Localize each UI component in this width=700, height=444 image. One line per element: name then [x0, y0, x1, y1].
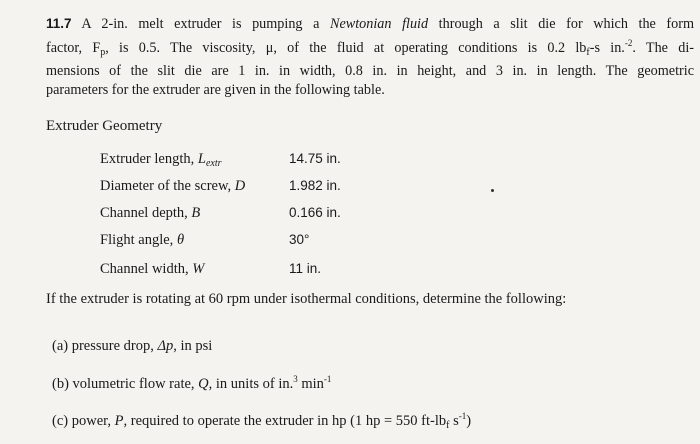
row-label: [100, 205, 300, 222]
problem-line-3: mensions of the slit die are 1 in. in width, 0.8 in. in height, and 3 in. in length. The geometric: [46, 63, 694, 79]
row-label: [100, 178, 300, 195]
row-label: [100, 261, 300, 278]
question-a: [52, 338, 212, 355]
row-value: 30°: [289, 232, 310, 247]
problem-line-2: [46, 34, 694, 62]
emphasis-text: Newtonian fluid: [330, 16, 429, 32]
row-label: [100, 151, 300, 169]
label-text: Flight angle,: [100, 232, 177, 248]
symbol: θ: [176, 232, 185, 248]
symbol: W: [192, 261, 205, 277]
text-run: ): [466, 413, 472, 429]
symbol: Δp: [157, 338, 174, 354]
text-run: , is 0.5. The viscosity, μ, of the fluid at operating conditions is 0.2 lb: [105, 40, 587, 56]
text-run: . The di-: [632, 40, 695, 56]
label-text: Extruder length,: [100, 151, 198, 167]
symbol: P: [114, 413, 124, 429]
question-c: [52, 411, 471, 431]
text-run: factor, F: [46, 40, 101, 56]
row-value: 0.166 in.: [289, 205, 341, 220]
superscript: 3: [293, 374, 298, 384]
label-text: Diameter of the screw,: [100, 178, 235, 194]
problem-number: 11.7: [46, 16, 72, 31]
label-text: Channel width,: [100, 261, 193, 277]
symbol: D: [234, 178, 246, 194]
row-label: [100, 232, 300, 249]
text-run: s: [449, 413, 459, 429]
row-value: 14.75 in.: [289, 151, 341, 166]
text-run: A 2-in. melt extruder is pumping a: [81, 16, 330, 32]
label-text: Channel depth,: [100, 205, 192, 221]
symbol: L: [197, 151, 206, 167]
subscript: p: [100, 47, 106, 58]
text-run: (a) pressure drop,: [52, 338, 158, 354]
problem-line-1: [46, 14, 694, 34]
text-run: (b) volumetric flow rate,: [52, 376, 199, 392]
subscript: f: [586, 47, 590, 58]
text-run: (c) power,: [52, 413, 115, 429]
row-value: 1.982 in.: [289, 178, 341, 193]
row-value: 11 in.: [289, 261, 322, 276]
question-b: [52, 374, 331, 393]
text-run: , required to operate the extruder in hp (1 hp = 550 ft-lb: [123, 413, 447, 429]
subscript: extr: [205, 158, 222, 169]
instruction-text: If the extruder is rotating at 60 rpm under isothermal conditions, determine the following:: [46, 291, 567, 307]
section-heading: Extruder Geometry: [46, 118, 163, 134]
text-run: , in units of in.: [208, 376, 294, 392]
text-run: -s in.: [589, 40, 625, 56]
text-run: through a slit die for which the form: [428, 16, 695, 32]
superscript: -1: [458, 411, 467, 421]
superscript: -2: [624, 38, 633, 48]
superscript: -1: [323, 374, 332, 384]
symbol: B: [191, 205, 201, 221]
text-run: , in psi: [173, 338, 213, 354]
problem-line-4: parameters for the extruder are given in the following table.: [46, 82, 385, 98]
text-run: min: [297, 376, 324, 392]
problem-statement: [46, 14, 694, 100]
speck-mark: [491, 189, 494, 192]
subscript: f: [446, 420, 450, 431]
symbol: Q: [198, 376, 209, 392]
